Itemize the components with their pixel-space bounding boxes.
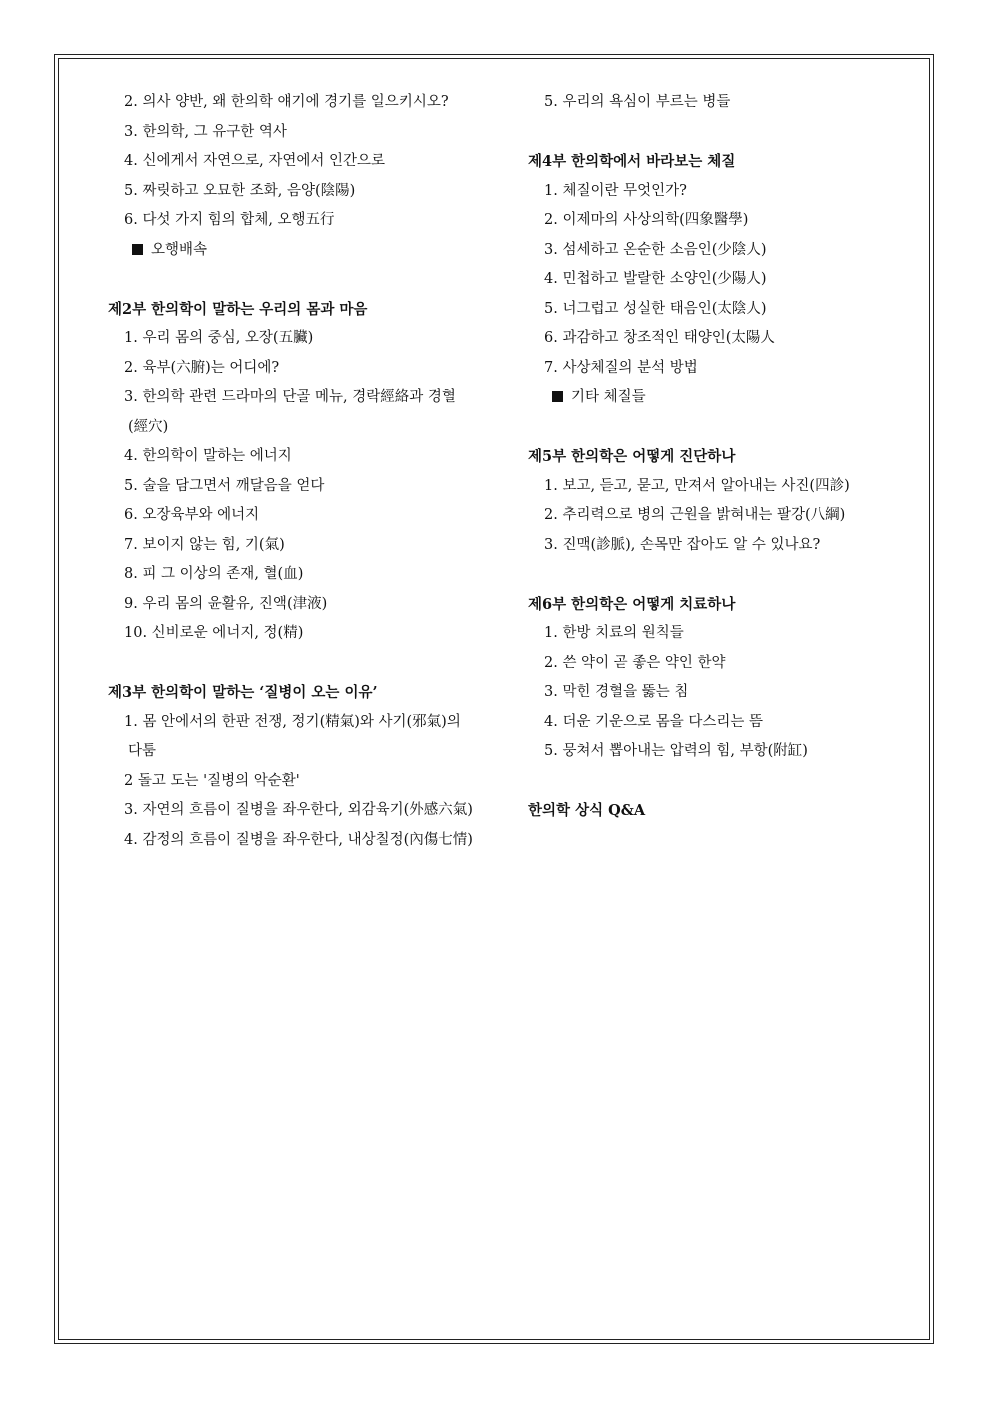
toc-item: 6. 오장육부와 에너지	[124, 507, 260, 523]
toc-item: 4. 감정의 흐름이 질병을 좌우한다, 내상칠정(內傷七情)	[124, 831, 473, 848]
toc-item: 5. 짜릿하고 오묘한 조화, 음양(陰陽)	[124, 182, 356, 199]
toc-item: 1. 보고, 듣고, 묻고, 만져서 알아내는 사진(四診)	[544, 477, 850, 494]
square-bullet-icon	[132, 244, 143, 255]
toc-item: 2. 쓴 약이 곧 좋은 약인 한약	[544, 654, 726, 671]
toc-item: 10. 신비로운 에너지, 정(精)	[124, 625, 304, 641]
part-heading: 제2부 한의학이 말하는 우리의 몸과 마음	[108, 300, 368, 318]
part-heading: 한의학 상식 Q&A	[528, 802, 646, 819]
toc-item: 9. 우리 몸의 윤활유, 진액(津液)	[124, 595, 328, 612]
toc-item: 2 돌고 도는 '질병의 악순환'	[124, 772, 300, 789]
toc-item: 1. 우리 몸의 중심, 오장(五臟)	[124, 330, 314, 346]
toc-bullet-item	[108, 236, 488, 266]
toc-item: 2. 이제마의 사상의학(四象醫學)	[544, 212, 749, 228]
toc-item: 1. 체질이란 무엇인가?	[544, 182, 687, 199]
toc-item-continuation: 다툼	[128, 743, 157, 759]
toc-item: 2. 의사 양반, 왜 한의학 얘기에 경기를 일으키시오?	[124, 94, 449, 110]
toc-bullet-label: 기타 체질들	[571, 389, 646, 405]
toc-item: 5. 너그럽고 성실한 태음인(太陰人)	[544, 300, 767, 317]
square-bullet-icon	[552, 391, 563, 402]
toc-item: 5. 술을 담그면서 깨달음을 얻다	[124, 477, 325, 494]
toc-item: 5. 우리의 욕심이 부르는 병들	[544, 94, 731, 110]
toc-item: 3. 막힌 경혈을 뚫는 침	[544, 684, 689, 700]
toc-bullet-item	[528, 383, 888, 413]
toc-item: 4. 더운 기운으로 몸을 다스리는 뜸	[544, 713, 763, 730]
toc-left-column	[108, 88, 488, 855]
toc-item: 7. 사상체질의 분석 방법	[544, 359, 698, 376]
toc-item: 2. 육부(六腑)는 어디에?	[124, 359, 280, 376]
toc-item: 7. 보이지 않는 힘, 기(氣)	[124, 536, 285, 553]
toc-item: 3. 섬세하고 온순한 소음인(少陰人)	[544, 241, 767, 258]
toc-item: 6. 다섯 가지 힘의 합체, 오행五行	[124, 212, 335, 228]
toc-item: 3. 한의학 관련 드라마의 단골 메뉴, 경락經絡과 경혈	[124, 389, 456, 405]
part-heading: 제5부 한의학은 어떻게 진단하나	[528, 448, 736, 465]
toc-right-column	[528, 88, 888, 826]
toc-item: 3. 진맥(診脈), 손목만 잡아도 알 수 있나요?	[544, 536, 821, 553]
toc-item-continuation: (經穴)	[128, 418, 169, 435]
toc-item: 6. 과감하고 창조적인 태양인(太陽人	[544, 330, 775, 346]
toc-item: 8. 피 그 이상의 존재, 혈(血)	[124, 566, 304, 582]
part-heading: 제4부 한의학에서 바라보는 체질	[528, 153, 736, 170]
toc-item: 4. 민첩하고 발랄한 소양인(少陽人)	[544, 271, 767, 287]
toc-bullet-label: 오행배속	[151, 241, 208, 258]
toc-item: 1. 한방 치료의 원칙들	[544, 625, 684, 641]
toc-item: 2. 추리력으로 병의 근원을 밝혀내는 팔강(八綱)	[544, 507, 846, 523]
toc-item: 4. 한의학이 말하는 에너지	[124, 448, 292, 464]
toc-item: 1. 몸 안에서의 한판 전쟁, 정기(精氣)와 사기(邪氣)의	[124, 713, 461, 730]
part-heading: 제3부 한의학이 말하는 ‘질병이 오는 이유’	[108, 684, 378, 701]
toc-item: 3. 한의학, 그 유구한 역사	[124, 123, 287, 140]
part-heading: 제6부 한의학은 어떻게 치료하나	[528, 595, 736, 613]
toc-item: 4. 신에게서 자연으로, 자연에서 인간으로	[124, 153, 385, 169]
toc-item: 3. 자연의 흐름이 질병을 좌우한다, 외감육기(外感六氣)	[124, 802, 473, 818]
toc-item: 5. 뭉쳐서 뽑아내는 압력의 힘, 부항(附缸)	[544, 743, 808, 759]
